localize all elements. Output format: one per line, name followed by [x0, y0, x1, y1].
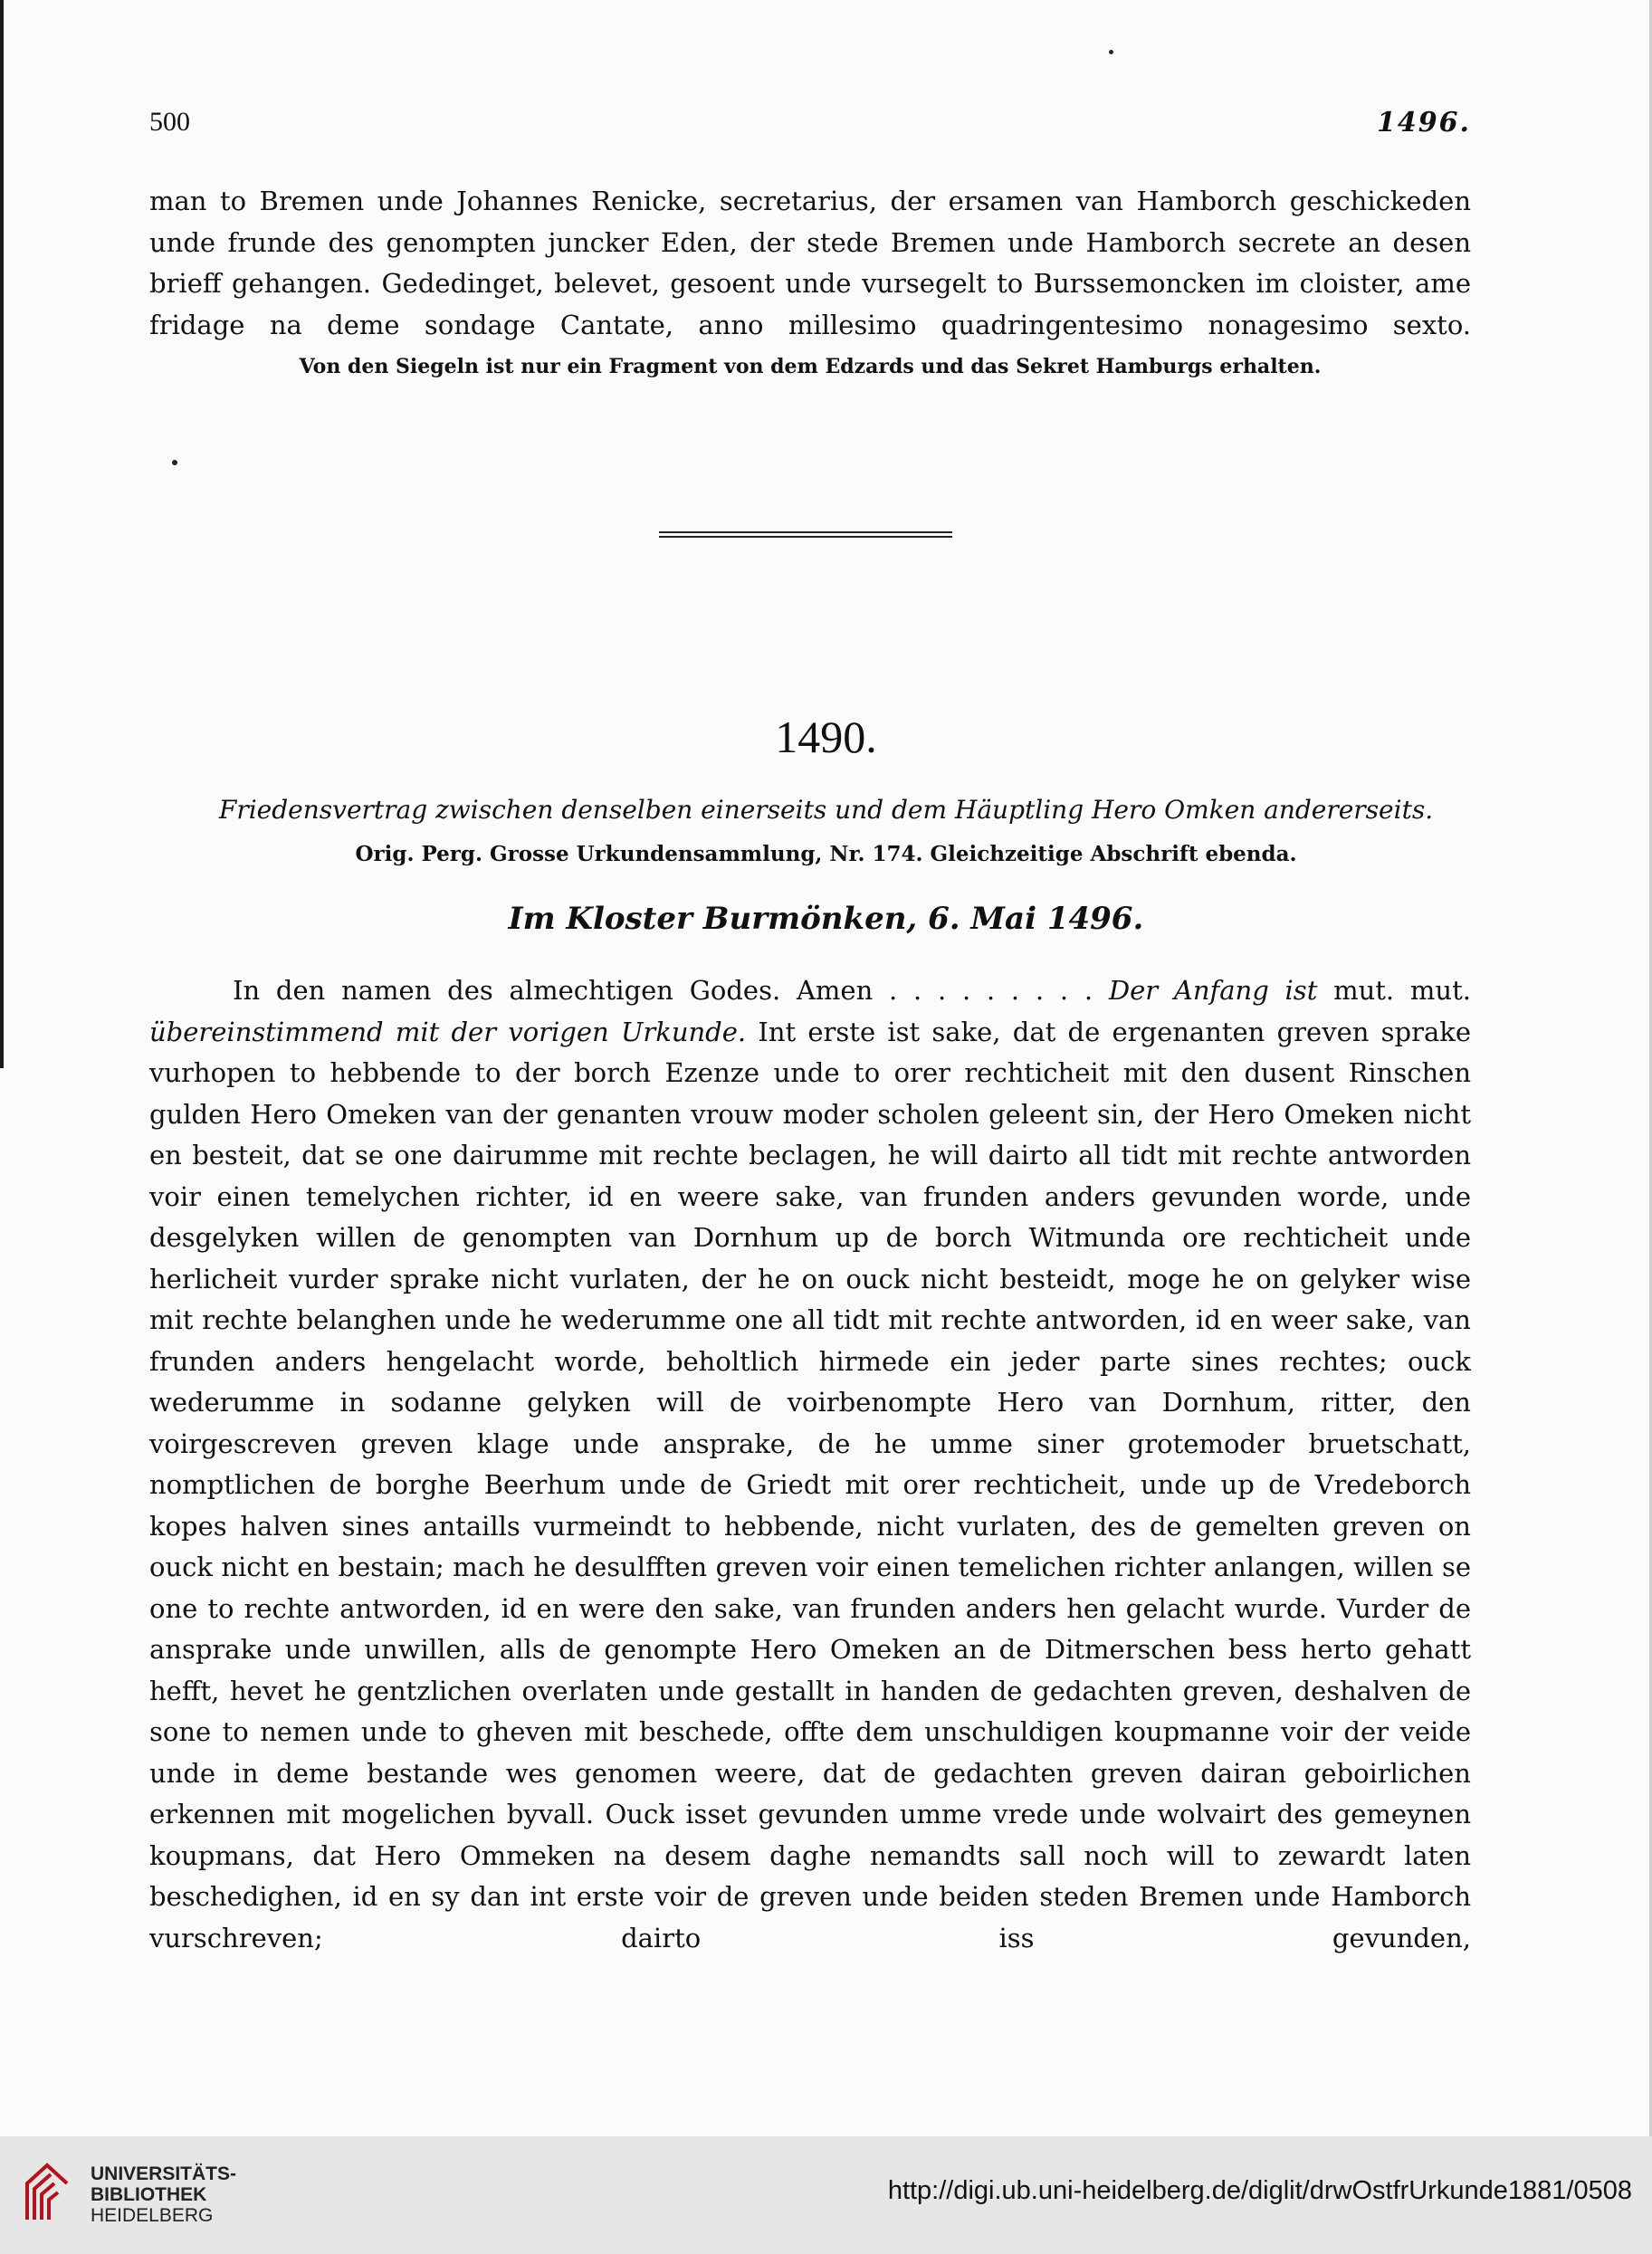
scan-speck: [1109, 50, 1113, 54]
previous-document-text: man to Bremen unde Johannes Renicke, secretarius, der ersamen van Hamborch geschickeden unde frunde des genompten juncker Eden, der stede Bremen unde Hamborch secrete an desen brieff gehangen. Gededinget, belevet, gesoent unde vursegelt to Burssemoncken im cloister, ame fridage na deme sondage Cantate, anno millesimo quadringentesimo nonagesimo sexto.: [149, 186, 1471, 340]
running-year: 1496.: [1377, 107, 1471, 138]
permalink[interactable]: http://digi.ub.uni-heidelberg.de/diglit/drwOstfrUrkunde1881/0508: [887, 2176, 1632, 2205]
scan-speck: [172, 460, 177, 465]
library-name-line-2: BIBLIOTHEK: [91, 2184, 207, 2205]
document-body: [149, 970, 1471, 1959]
seal-note: Von den Siegeln ist nur ein Fragment von dem Edzards und das Sekret Hamburgs erhalten.: [299, 355, 1322, 378]
document-number: 1490.: [775, 712, 877, 762]
body-abbrev: mut. mut.: [1317, 975, 1471, 1006]
document-source: Orig. Perg. Grosse Urkundensammlung, Nr. 174. Gleichzeitige Abschrift ebenda.: [355, 842, 1297, 866]
separator-rule: [659, 536, 952, 538]
page-number: 500: [149, 107, 190, 137]
place-and-date: Im Kloster Burmönken, 6. Mai 1496.: [508, 901, 1144, 937]
editorial-note-2: übereinstimmend mit der vorigen Urkunde.: [149, 1016, 747, 1047]
previous-document-ending: [149, 181, 1471, 346]
separator-rule: [659, 531, 952, 533]
library-name: [91, 2163, 236, 2226]
library-name-line-1: UNIVERSITÄTS-: [91, 2163, 237, 2184]
body-text: Int erste ist sake, dat de ergenanten greven sprake vurhopen to hebbende to der borch Ezenze unde to orer rechticheit mit den dusent Rinschen gulden Hero Omeken van der genanten vrouw moder scholen geleent sin, der Hero Omeken nicht en besteit, dat se one dairumme mit rechte beclagen, he will dairto all tidt mit rechte antworden voir einen temelychen richter, id en weere sake, van frunden anders gevunden worde, unde desgelyken willen de genompten van Dornhum up de borch Witmunda ore rechticheit unde herlicheit vurder sprake nicht vurlaten, der he on ouck nicht besteidt, moge he on gelyker wise mit rechte belanghen unde he wederumme one all tidt mit rechte antworden, id en weer sake, van frunden anders hengelacht worde, beholtlich hirmede ein jeder parte sines rechtes; ouck wederumme in sodanne gelyken will de voirbenompte Hero van Dornhum, ritter, den voirgescreven greven klage unde ansprake, de he umme siner grotemoder bruetschatt, nomptlichen de borghe Beerhum unde de Griedt mit orer rechticheit, unde up de Vredeborch kopes halven sines antaills vurmeindt to hebbende, nicht vurlaten, des de gemelten greven on ouck nicht en bestain; mach he desulfften greven voir einen temelichen richter anlangen, willen se one to rechte antworden, id en were den sake, van frunden anders hen gelacht wurde. Vurder de ansprake unde unwillen, alls de genompte Hero Omeken an de Ditmerschen bess herto gehatt hefft, hevet he gentzlichen overlaten unde gestallt in handen de gedachten greven, deshalven de sone to nemen unde to gheven mit beschede, offte dem unschuldigen koupmanne voir der veide unde in deme bestande wes genomen weere, dat de gedachten greven dairan geboirlichen erkennen mit mogelichen byvall. Ouck isset gevunden umme vrede unde wolvairt des gemeynen koupmans, dat Hero Ommeken na desem daghe nemandts sall noch will to zewardt laten beschedighen, id en sy dan int erste voir de greven unde beiden steden Bremen unde Hamborch vurschreven; dairto iss gevunden,: [149, 1016, 1471, 1953]
editorial-note: Der Anfang ist: [1108, 975, 1318, 1006]
library-name-line-3: HEIDELBERG: [91, 2205, 214, 2226]
document-subtitle: Friedensvertrag zwischen denselben einerseits und dem Häuptling Hero Omken andererseits.: [218, 795, 1434, 825]
body-opening: In den namen des almechtigen Godes. Amen . . . . . . . . .: [233, 975, 1109, 1006]
library-footer: [0, 2136, 1652, 2254]
library-logo-icon: [20, 2156, 74, 2229]
